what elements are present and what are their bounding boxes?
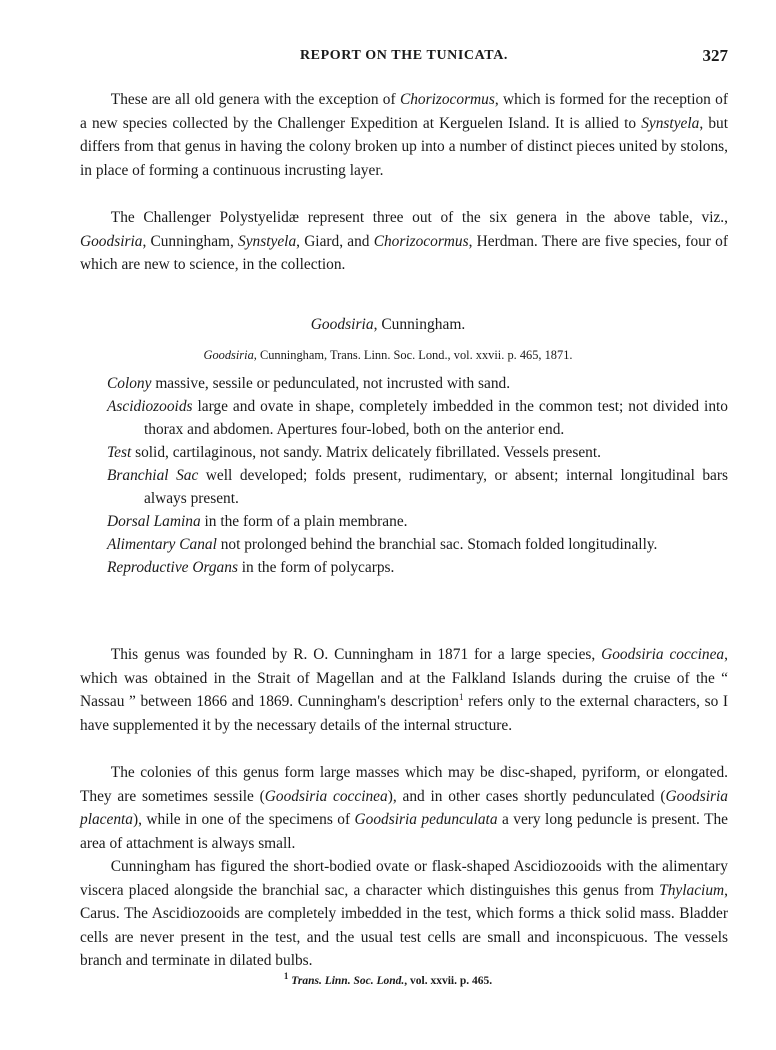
intro-paragraph-1 [80,88,728,182]
text-run: These are all old genera with the exception of [110,91,400,108]
diagnosis-text: large and ovate in shape, completely imbedded in the common test; not divided into thorax and abdomen. Apertures four-lobed, both on the anterior end. [144,398,728,438]
diagnosis-item [107,464,728,510]
footnote-mark: 1 [283,971,289,982]
page-number: 327 [702,46,728,65]
body-paragraph-2 [80,761,728,855]
page-header [80,44,728,68]
diagnosis-term: Reproductive Organs [107,559,238,576]
text-run: The colonies of this genus form large masses which may be disc-shaped, pyriform, or elongated. They are sometimes sessile ( [80,764,728,805]
diagnosis-text: well developed; folds present, rudimentary, or absent; internal longitudinal bars always present. [144,467,728,507]
footnote-marker: 1 [459,691,464,702]
diagnosis-term: Alimentary Canal [107,536,217,553]
genus-name: Goodsiria [80,232,143,250]
diagnosis-term: Ascidiozooids [107,398,193,415]
species-name: Goodsiria coccinea [601,646,725,663]
diagnosis-item [107,372,728,395]
species-name: Goodsiria coccinea [264,787,388,805]
footnote-reference: , vol. xxvii. p. 465. [404,975,493,987]
text-run: ), and in other cases shortly pedunculated ( [387,787,666,805]
text-run: refers only to the external characters, so I have supplemented it by the necessary details of the internal structure. [80,693,728,734]
section-title [0,316,776,334]
diagnosis-item [107,441,728,464]
genus-name: Chorizocormus [373,232,469,250]
diagnosis-item [107,533,728,556]
text-run: Cunningham has figured the short-bodied ovate or flask-shaped Ascidiozooids with the alimentary viscera placed alongside the branchial sac, a character which distinguishes this genus from [80,858,728,899]
text-run: , Carus. The Ascidiozooids are completely imbedded in the test, which forms a thick solid mass. Bladder cells are never present in the test, and the usual test cells are small and inconspicuous. The vessels branch and terminate in dilated bulbs. [80,881,728,969]
diagnosis-item [107,556,728,579]
text-run: ), while in one of the specimens of [133,811,355,828]
genus-name: Synstyela [641,114,700,132]
text-run: , Cunningham, [142,232,239,250]
diagnosis-item [107,510,728,533]
text-run: a very long peduncle is present. The area of attachment is always small. [80,811,728,852]
diagnosis-list [107,372,728,579]
footnote-source: Trans. Linn. Soc. Lond. [291,975,405,987]
citation-text: , Cunningham, Trans. Linn. Soc. Lond., vol. xxvii. p. 465, 1871. [253,348,573,362]
text-run: , which is formed for the reception of a new species collected by the Challenger Expedition at Kerguelen Island. It is allied to [80,91,728,132]
text-run: This genus was founded by R. O. Cunningham in 1871 for a large species, [110,646,602,663]
diagnosis-term: Dorsal Lamina [107,513,201,530]
text-run: The Challenger Polystyelidæ represent three out of the six genera in the above table, viz., [110,209,728,226]
running-head: REPORT ON THE TUNICATA. [299,48,509,63]
text-run: , Herdman. There are five species, four of which are new to science, in the collection. [80,232,728,273]
diagnosis-text: massive, sessile or pedunculated, not incrusted with sand. [151,375,511,392]
body-paragraph-3 [80,855,728,973]
diagnosis-text: solid, cartilaginous, not sandy. Matrix delicately fibrillated. Vessels present. [131,444,601,461]
genus-name: Chorizocormus [399,91,495,108]
diagnosis-term: Test [107,444,132,461]
diagnosis-text: in the form of a plain membrane. [200,513,408,530]
diagnosis-term: Branchial Sac [107,467,199,484]
diagnosis-text: not prolonged behind the branchial sac. Stomach folded longitudinally. [216,536,658,553]
diagnosis-text: in the form of polycarps. [237,559,395,576]
text-run: , which was obtained in the Strait of Magellan and at the Falkland Islands during the cruise of the “ Nassau ” between 1866 and 1869. Cunningham's description [80,646,728,710]
intro-paragraph-2 [80,206,728,277]
diagnosis-term: Colony [107,375,152,392]
citation-genus: Goodsiria [203,348,254,362]
genus-name: Thylacium [659,881,725,899]
diagnosis-item [107,395,728,441]
footnote [0,971,776,987]
species-name: Goodsiria placenta [80,787,728,828]
body-paragraph-1 [80,643,728,737]
text-run: , Giard, and [296,232,374,250]
section-genus: Goodsiria [310,316,374,333]
genus-citation [0,348,776,363]
genus-name: Synstyela [238,232,297,250]
species-name: Goodsiria pedunculata [354,811,498,828]
text-run: , but differs from that genus in having the colony broken up into a number of distinct pieces united by stolons, in place of forming a continuous incrusting layer. [80,114,728,179]
section-author: , Cunningham. [373,316,466,333]
